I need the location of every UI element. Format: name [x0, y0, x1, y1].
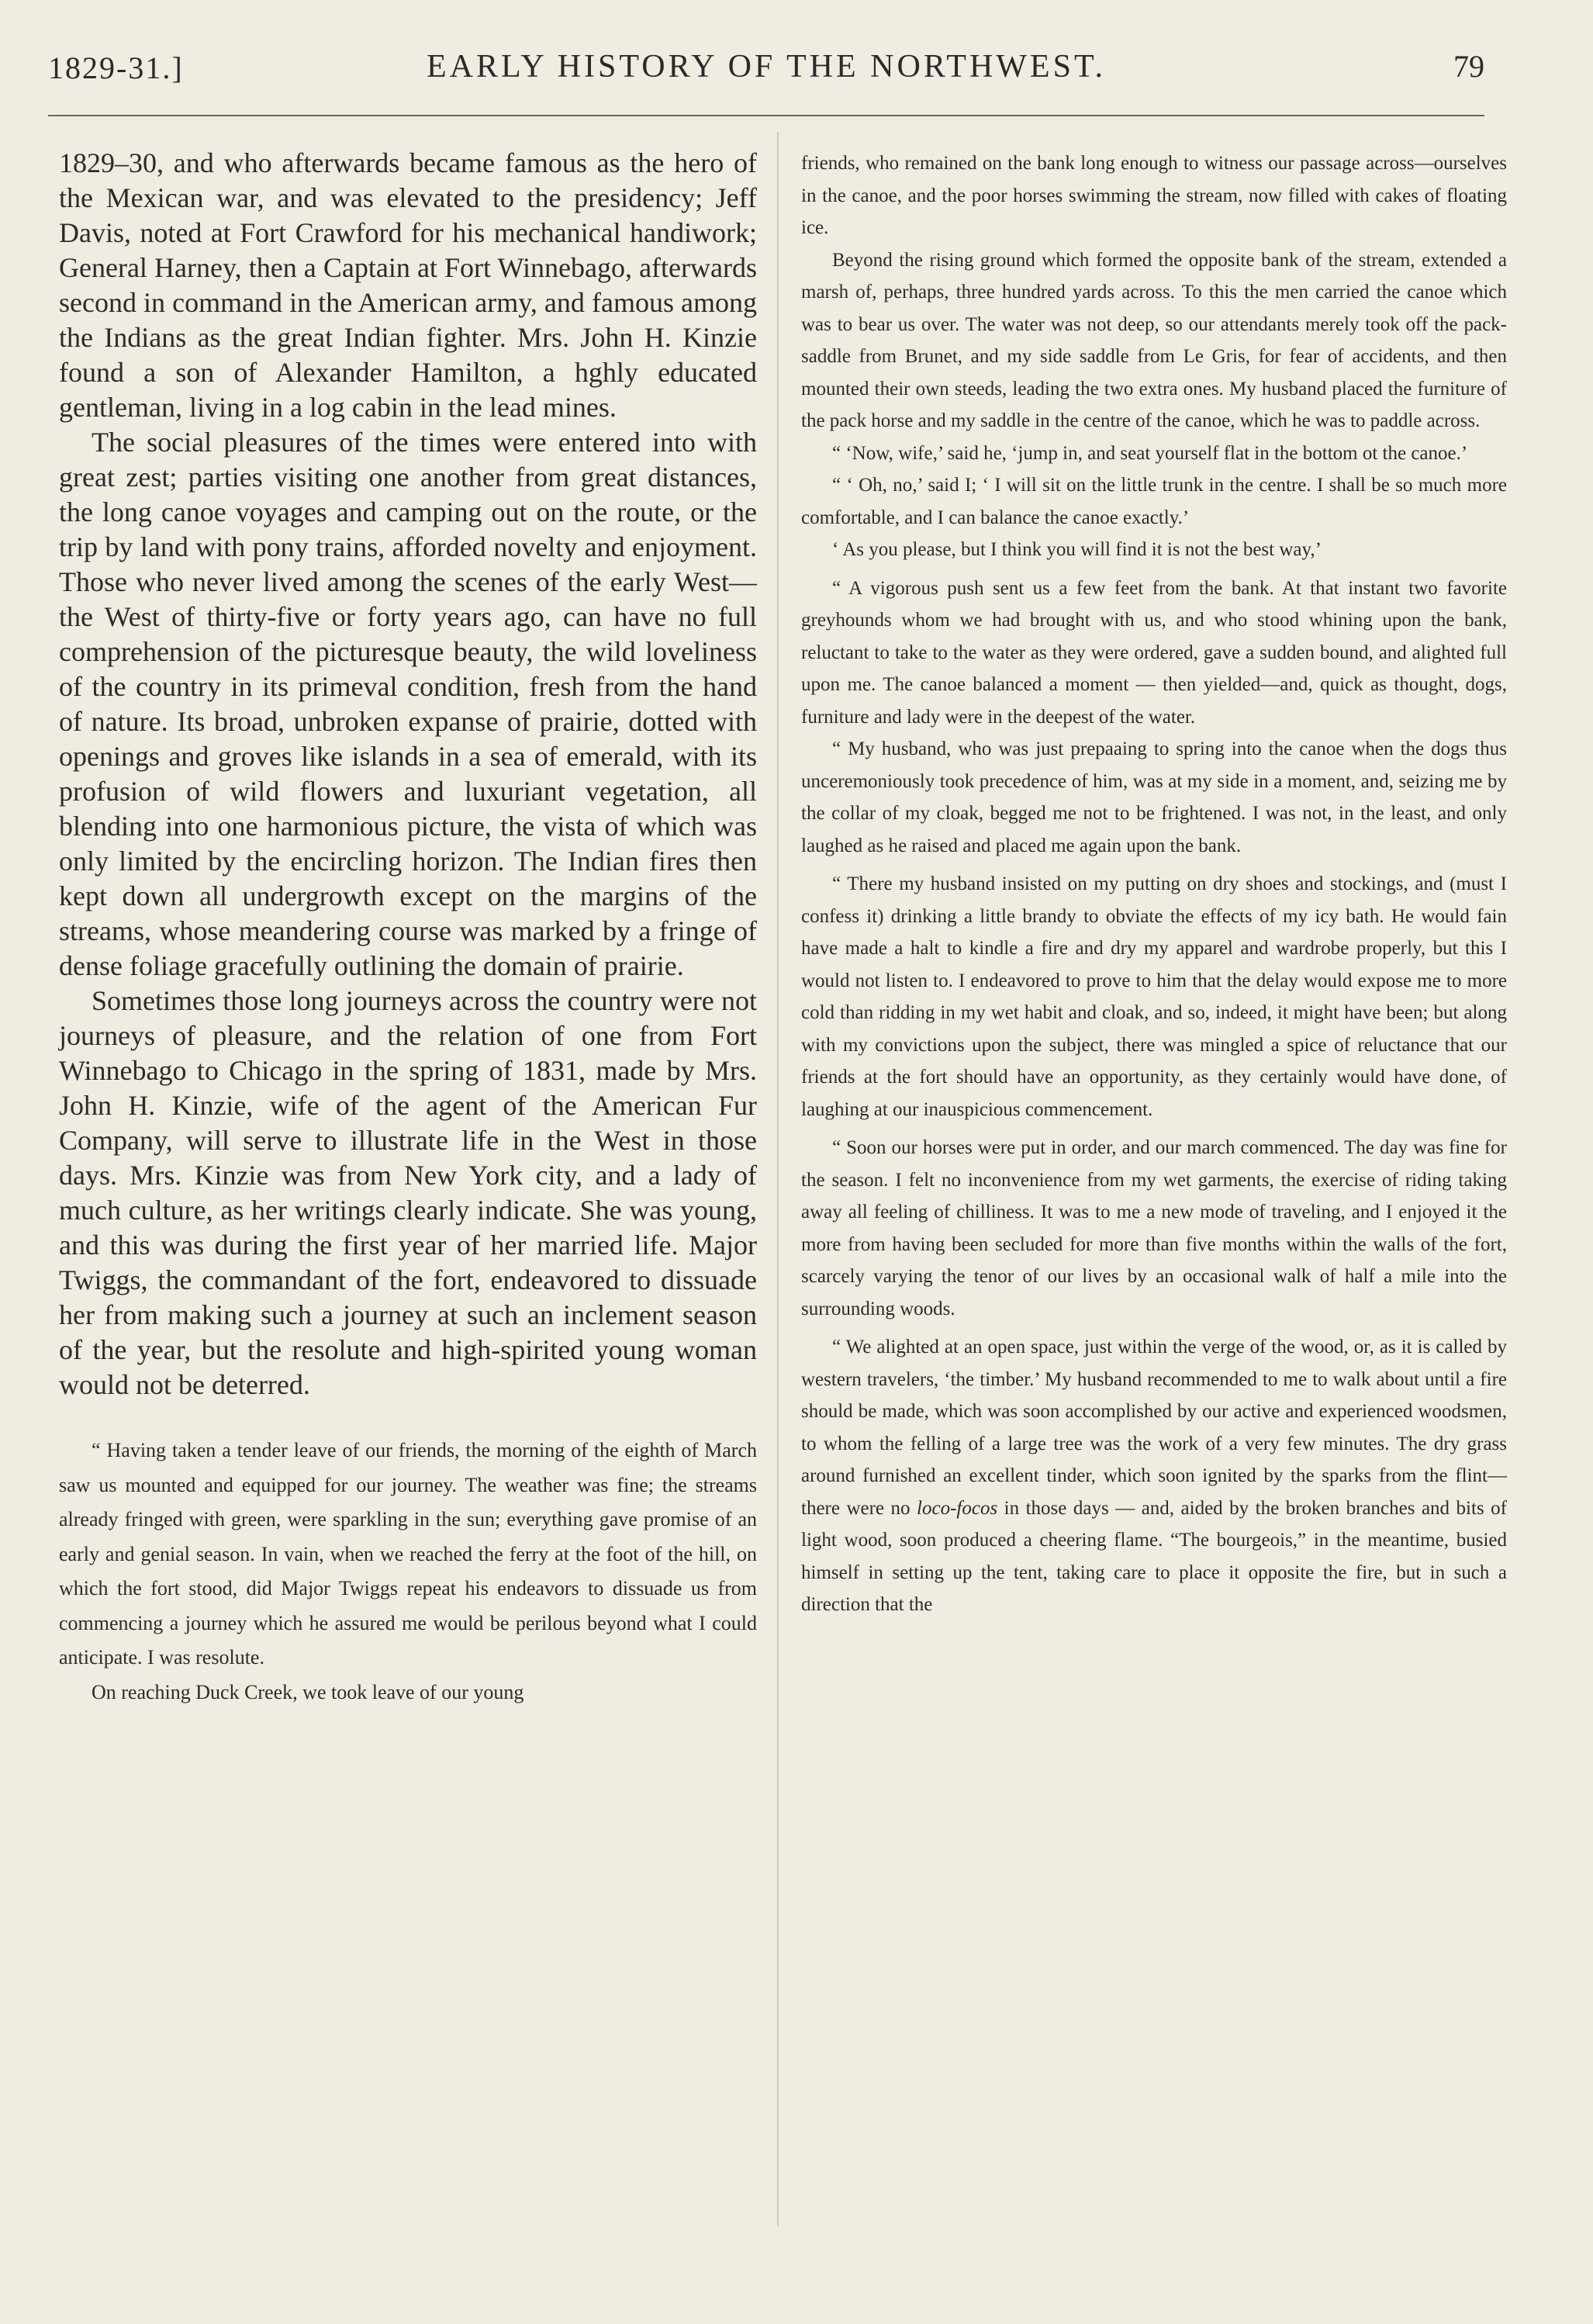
left-paragraph-1: 1829–30, and who afterwards became famous as the hero of the Mexican war, and was elevated to the presidency; Jeff Davis, noted at Fort Crawford for his mechanical handiwork; General Harney, then a Captain at Fort Winnebago, afterwards second in command in the American army, and famous among the Indians as the great Indian fighter. Mrs. John H. Kinzie found a son of Alexander Hamilton, a hghly educated gentleman, living in a log cabin in the lead mines. [59, 147, 757, 423]
right-paragraph-8: “ There my husband insisted on my putting on dry shoes and stockings, and (must I confess it) drinking a little brandy to obviate the effects of my icy bath. He would fain have made a halt to kindle a fire and dry my apparel and wardrobe properly, but this I would not listen to. I endeavored to prove to him that the delay would expose me to more cold than ridding in my wet habit and cloak, and so, indeed, it might have been; but along with my convictions upon the subject, there was mingled a spice of reluctance that our friends at the fort should have an opportunity, as they certainly would have done, of laughing at our inauspicious commencement. [801, 873, 1507, 1120]
left-quote-block [59, 1433, 757, 1710]
left-quote-paragraph-2: On reaching Duck Creek, we took leave of our young [92, 1680, 524, 1703]
header-years: 1829-31.] [48, 50, 184, 85]
right-paragraph-10 [801, 1331, 1507, 1621]
left-paragraph-3: Sometimes those long journeys across the country were not journeys of pleasure, and the relation of one from Fort Winnebago to Chicago in the spring of 1831, made by Mrs. John H. Kinzie, wife of the agent of the American Fur Company, will serve to illustrate life in the West in those days. Mrs. Kinzie was from New York city, and a lady of much culture, as her writings clearly indicate. She was young, and this was during the first year of her married life. Major Twiggs, the commandant of the fort, endeavored to dissuade her from making such a journey at such an inclement season of the year, but the resolute and high-spirited young woman would not be deterred. [59, 985, 757, 1400]
right-paragraph-10-part-1: “ We alighted at an open space, just within the verge of the wood, or, as it is called by western travelers, ‘the timber.’ My husband recommended to me to walk about until a fire should be made, which was soon accomplished by our active and experienced woodsmen, to whom the felling of a large tree was the work of a very few minutes. The dry grass around furnished an excellent tinder, which soon ignited by the sparks from the flint—there were no [801, 1337, 1507, 1519]
loco-focos-term: loco-focos [917, 1497, 998, 1519]
right-paragraph-9: “ Soon our horses were put in order, and our march commenced. The day was fine for the season. I felt no inconvenience from my wet garments, the exercise of riding taking away all feeling of chilliness. It was to me a new mode of traveling, and I enjoyed it the more from having been secluded for more than five months within the walls of the fort, scarcely varying the tenor of our lives by an occasional walk of half a mile into the surrounding woods. [801, 1137, 1507, 1319]
left-column [59, 146, 757, 1710]
header-title: EARLY HISTORY OF THE NORTHWEST. [426, 49, 1106, 85]
page-number: 79 [1453, 49, 1484, 84]
header-rule [48, 115, 1484, 116]
right-paragraph-2: Beyond the rising ground which formed the opposite bank of the stream, extended a marsh of, perhaps, three hundred yards across. To this the men carried the canoe which was to bear us over. The water was not deep, so our attendants merely took off the pack-saddle from Brunet, and my side saddle from Le Gris, for fear of accidents, and then mounted their own steeds, leading the two extra ones. My husband placed the furniture of the pack horse and my saddle in the centre of the canoe, which he was to paddle across. [801, 249, 1507, 431]
right-paragraph-5: ‘ As you please, but I think you will find it is not the best way,’ [832, 539, 1322, 560]
left-quote-paragraph-1: “ Having taken a tender leave of our friends, the morning of the eighth of March saw us mounted and equipped for our journey. The weather was fine; the streams already fringed with green, were sparkling in the sun; everything gave promise of an early and genial season. In vain, when we reached the ferry at the foot of the hill, on which the fort stood, did Major Twiggs repeat his endeavors to dissuade us from commencing a journey which he assured me would be perilous beyond what I could anticipate. I was resolute. [59, 1439, 757, 1669]
right-paragraph-4: “ ‘ Oh, no,’ said I; ‘ I will sit on the little trunk in the centre. I shall be so much more comfortable, and I can balance the canoe exactly.’ [801, 475, 1507, 528]
column-divider [777, 132, 779, 2226]
right-paragraph-6: “ A vigorous push sent us a few feet from the bank. At that instant two favorite greyhounds whom we had brought with us, and who stood whining upon the bank, reluctant to take to the water as they were ordered, gave a sudden bound, and alighted full upon me. The canoe balanced a moment — then yielded—and, quick as thought, dogs, furniture and lady were in the deepest of the water. [801, 577, 1507, 728]
right-paragraph-3: “ ‘Now, wife,’ said he, ‘jump in, and seat yourself flat in the bottom ot the canoe.’ [832, 442, 1468, 464]
running-header [48, 45, 1484, 92]
right-paragraph-7: “ My husband, who was just prepaaing to spring into the canoe when the dogs thus unceremoniously took precedence of him, was at my side in a moment, and, seizing me by the collar of my cloak, begged me not to be frightened. I was not, in the least, and only laughed as he raised and placed me again upon the bank. [801, 738, 1507, 856]
right-paragraph-10-part-2: in those days — and, aided by the broken branches and bits of light wood, soon produced a cheering flame. “The bourgeois,” in the meantime, busied himself in setting up the tent, taking care to place it opposite the fire, but in such a direction that the [801, 1497, 1507, 1615]
right-column [801, 147, 1507, 1621]
right-paragraph-1: friends, who remained on the bank long enough to witness our passage across—ourselves in the canoe, and the poor horses swimming the stream, now filled with cakes of floating ice. [801, 153, 1507, 238]
left-paragraph-2: The social pleasures of the times were entered into with great zest; parties visiting one another from great distances, the long canoe voyages and camping out on the route, or the trip by land with pony trains, afforded novelty and enjoyment. Those who never lived among the scenes of the early West—the West of thirty-five or forty years ago, can have no full comprehension of the picturesque beauty, the wild loveliness of the country in its primeval condition, fresh from the hand of nature. Its broad, unbroken expanse of prairie, dotted with openings and groves like islands in a sea of emerald, with its profusion of wild flowers and luxuriant vegetation, all blending into one harmonious picture, the vista of which was only limited by the encircling horizon. The Indian fires then kept down all undergrowth except on the margins of the streams, whose meandering course was marked by a fringe of dense foliage gracefully outlining the domain of prairie. [59, 427, 757, 981]
